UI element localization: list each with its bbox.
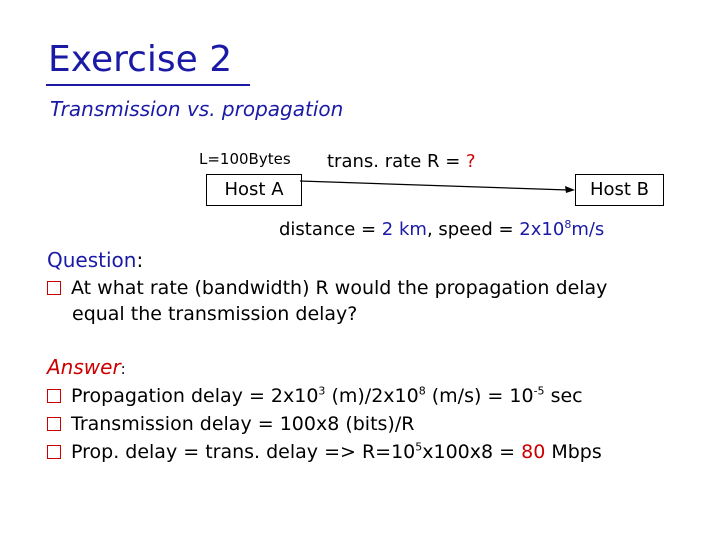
question-heading: Question:: [47, 248, 144, 272]
answer-value: 80: [521, 441, 546, 463]
distance-speed-label: [279, 219, 604, 240]
bullet-icon: [47, 417, 61, 431]
question-bullet: [47, 277, 607, 299]
bullet-icon: [47, 389, 61, 403]
distance-prefix: distance =: [279, 219, 382, 240]
host-b-label: Host B: [589, 179, 650, 200]
slide-subtitle: Transmission vs. propagation: [50, 97, 344, 121]
bullet-icon: [47, 445, 61, 459]
question-line-1: At what rate (bandwidth) R would the propagation delay: [71, 277, 608, 299]
trans-rate-value: ?: [466, 151, 476, 172]
answer-label: Answer: [47, 355, 121, 379]
answer-heading: Answer:: [47, 355, 126, 379]
question-line-2: equal the transmission delay?: [72, 303, 358, 325]
title-underline: [46, 84, 250, 86]
link-arrow: [300, 178, 576, 194]
host-b-box: [575, 174, 664, 206]
answer-bullet-2: Transmission delay = 100x8 (bits)/R: [47, 413, 414, 435]
host-a-box: [206, 174, 302, 206]
speed-prefix: , speed =: [426, 219, 520, 240]
answer-bullet-1: Propagation delay = $2x10^3$ $(m)/2x10^8$ $(m/s) = 10^{-5}$ sec: [47, 385, 583, 407]
trans-rate-text: trans. rate R =: [327, 151, 467, 172]
bullet-icon: [47, 281, 61, 295]
answer-bullet-3: Prop. delay = trans. delay => $R=10^5x100x8 = 80$ Mbps: [47, 441, 602, 463]
slide-title: Exercise 2: [48, 39, 233, 80]
distance-value: 2 km: [381, 219, 427, 240]
trans-rate-label: [327, 151, 476, 172]
speed-value: $2x10^8m/s$: [519, 218, 605, 240]
packet-length-label: L=100Bytes: [199, 150, 291, 168]
host-a-label: Host A: [224, 179, 284, 200]
question-label: Question: [47, 248, 137, 272]
